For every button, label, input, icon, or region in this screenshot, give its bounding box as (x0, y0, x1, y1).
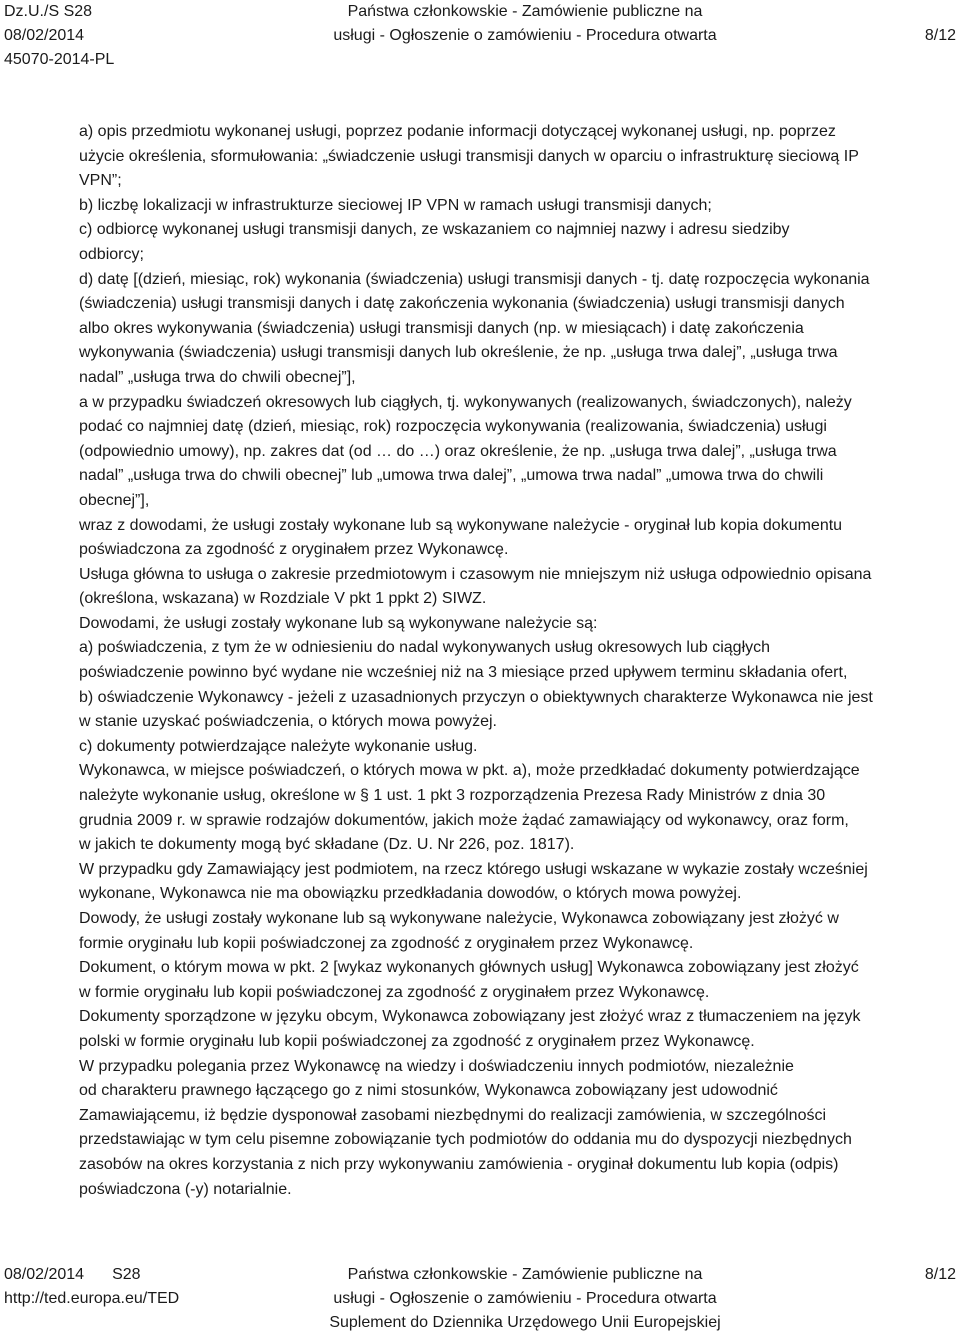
body-line: (odpowiednio umowy), np. zakres dat (od … do …) oraz określenie, że np. „usługa trwa dalej”, „usługa trwa (79, 442, 837, 460)
body-line: albo okres wykonywania (świadczenia) usługi transmisji danych (np. w miesiącach) i datę zakończenia (79, 319, 804, 337)
body-line: (świadczenia) usługi transmisji danych i datę zakończenia wykonania (świadczenia) usługi transmisji danych (79, 295, 845, 313)
body-line: Dokumenty sporządzone w języku obcym, Wykonawca zobowiązany jest złożyć wraz z tłumaczeniem na język (79, 1008, 861, 1026)
body-line: a w przypadku świadczeń okresowych lub ciągłych, tj. wykonywanych (realizowanych, świadczonych), należy (79, 393, 852, 411)
journal-ref: Dz.U./S S28 (4, 3, 93, 20)
body-line: polski w formie oryginału lub kopii poświadczonej za zgodność z oryginałem przez Wykonawcę. (79, 1032, 755, 1050)
footer-title-line-1: Państwa członkowskie - Zamówienie publiczne na (347, 1266, 703, 1283)
footer-page-number: 8/12 (924, 1266, 956, 1283)
body-line: od charakteru prawnego łączącego go z nimi stosunków, Wykonawca zobowiązany jest udowodnić (79, 1082, 778, 1100)
document-body (79, 120, 959, 1202)
body-line: b) liczbę lokalizacji w infrastrukturze sieciowej IP VPN w ramach usługi transmisji danych; (79, 196, 712, 214)
body-line: odbiorcy; (79, 245, 144, 263)
body-line: w jakich te dokumenty mogą być składane (Dz. U. Nr 226, poz. 1817). (79, 836, 575, 854)
body-line: Dokument, o którym mowa w pkt. 2 [wykaz wykonanych głównych usług] Wykonawca zobowiązany jest złożyć (79, 959, 859, 977)
footer-title-line-3: Suplement do Dziennika Urzędowego Unii Europejskiej (329, 1314, 721, 1331)
header-title-line-2: usługi - Ogłoszenie o zamówieniu - Procedura otwarta (333, 27, 717, 44)
body-line: a) poświadczenia, z tym że w odniesieniu do nadal wykonywanych usług okresowych lub ciągłych (79, 639, 771, 657)
body-line: c) odbiorcę wykonanej usługi transmisji danych, ze wskazaniem co najmniej nazwy i adresu siedziby (79, 221, 790, 239)
footer-date: 08/02/2014 (4, 1266, 85, 1283)
header-date: 08/02/2014 (4, 27, 85, 44)
body-line: c) dokumenty potwierdzające należyte wykonanie usług. (79, 737, 478, 755)
body-line: zasobów na okres korzystania z nich przy wykonywaniu zamówienia - oryginał dokumentu lub kopia (odpis) (79, 1155, 839, 1173)
notice-id: 45070-2014-PL (4, 51, 115, 68)
body-line: Usługa główna to usługa o zakresie przedmiotowym i czasowym nie mniejszym niż usługa odpowiednio opisana (79, 565, 872, 583)
header-left (4, 0, 114, 72)
footer-left (4, 1263, 179, 1311)
body-line: nadal” „usługa trwa do chwili obecnej” lub „umowa trwa dalej”, „umowa trwa nadal” „umowa trwa do chwili (79, 467, 824, 485)
body-line: poświadczona za zgodność z oryginałem przez Wykonawcę. (79, 541, 509, 559)
body-line: W przypadku polegania przez Wykonawcę na wiedzy i doświadczeniu innych podmiotów, niezależnie (79, 1057, 794, 1075)
body-line: w stanie uzyskać poświadczenia, o których mowa powyżej. (79, 713, 497, 731)
body-line: poświadczenie powinno być wydane nie wcześniej niż na 3 miesiące przed upływem terminu składania ofert, (79, 664, 848, 682)
body-line: a) opis przedmiotu wykonanej usługi, poprzez podanie informacji dotyczącej wykonanej usługi, np. poprzez (79, 123, 836, 140)
body-line: (określona, wskazana) w Rozdziale V pkt 1 ppkt 2) SIWZ. (79, 590, 487, 608)
body-line: W przypadku gdy Zamawiający jest podmiotem, na rzecz którego usługi wskazane w wykazie zostały wcześniej (79, 860, 868, 878)
body-line: formie oryginału lub kopii poświadczonej za zgodność z oryginałem przez Wykonawcę. (79, 934, 694, 952)
body-line: wraz z dowodami, że usługi zostały wykonane lub są wykonywane należycie - oryginał lub kopia dokumentu (79, 516, 843, 534)
footer-title (290, 1263, 760, 1335)
footer-title-line-2: usługi - Ogłoszenie o zamówieniu - Procedura otwarta (333, 1290, 717, 1307)
body-line: d) datę [(dzień, miesiąc, rok) wykonania (świadczenia) usługi transmisji danych - tj. datę rozpoczęcia wykonania (79, 270, 870, 288)
body-line: obecnej”], (79, 491, 150, 509)
body-line: użycie określenia, sformułowania: „świadczenie usługi transmisji danych w oparciu o infrastrukturę sieciową IP (79, 147, 859, 165)
header-title (290, 0, 760, 48)
body-line: VPN”; (79, 172, 122, 190)
body-line: Wykonawca, w miejsce poświadczeń, o których mowa w pkt. a), może przedkładać dokumenty potwierdzające (79, 762, 860, 780)
body-line: Zamawiającemu, iż będzie dysponował zasobami niezbędnymi do realizacji zamówienia, w szczególności (79, 1106, 827, 1124)
body-line: Dowodami, że usługi zostały wykonane lub są wykonywane należycie są: (79, 614, 598, 632)
body-line: wykonane, Wykonawca nie ma obowiązku przedkładania dowodów, o których mowa powyżej. (79, 885, 742, 903)
header-page-number: 8/12 (924, 27, 956, 44)
body-line: nadal” „usługa trwa do chwili obecnej”], (79, 368, 356, 386)
body-line: grudnia 2009 r. w sprawie rodzajów dokumentów, jakich może żądać zamawiający od wykonawcy, oraz form, (79, 811, 849, 829)
body-line: b) oświadczenie Wykonawcy - jeżeli z uzasadnionych przyczyn o obiektywnych charakterze Wykonawca nie jest (79, 688, 873, 706)
body-line: wykonywania (świadczenia) usługi transmisji danych lub określenie, że np. „usługa trwa dalej”, „usługa trwa (79, 344, 838, 362)
body-line: przedstawiając w tym celu pisemne zobowiązanie tych podmiotów do oddania mu do dyspozycji niezbędnych (79, 1131, 852, 1149)
footer-code: S28 (112, 1266, 141, 1283)
body-line: podać co najmniej datę (dzień, miesiąc, rok) rozpoczęcia wykonywania (realizowania, świadczenia) usługi (79, 418, 827, 436)
body-line: w formie oryginału lub kopii poświadczonej za zgodność z oryginałem przez Wykonawcę. (79, 983, 710, 1001)
body-line: Dowody, że usługi zostały wykonane lub są wykonywane należycie, Wykonawca zobowiązany jest złożyć w (79, 910, 839, 927)
footer-url: http://ted.europa.eu/TED (4, 1290, 180, 1307)
body-line: należyte wykonanie usług, określone w § 1 ust. 1 pkt 3 rozporządzenia Prezesa Rady Ministrów z dnia 30 (79, 787, 826, 805)
header-title-line-1: Państwa członkowskie - Zamówienie publiczne na (347, 3, 703, 20)
body-line: poświadczona (-y) notarialnie. (79, 1180, 292, 1198)
